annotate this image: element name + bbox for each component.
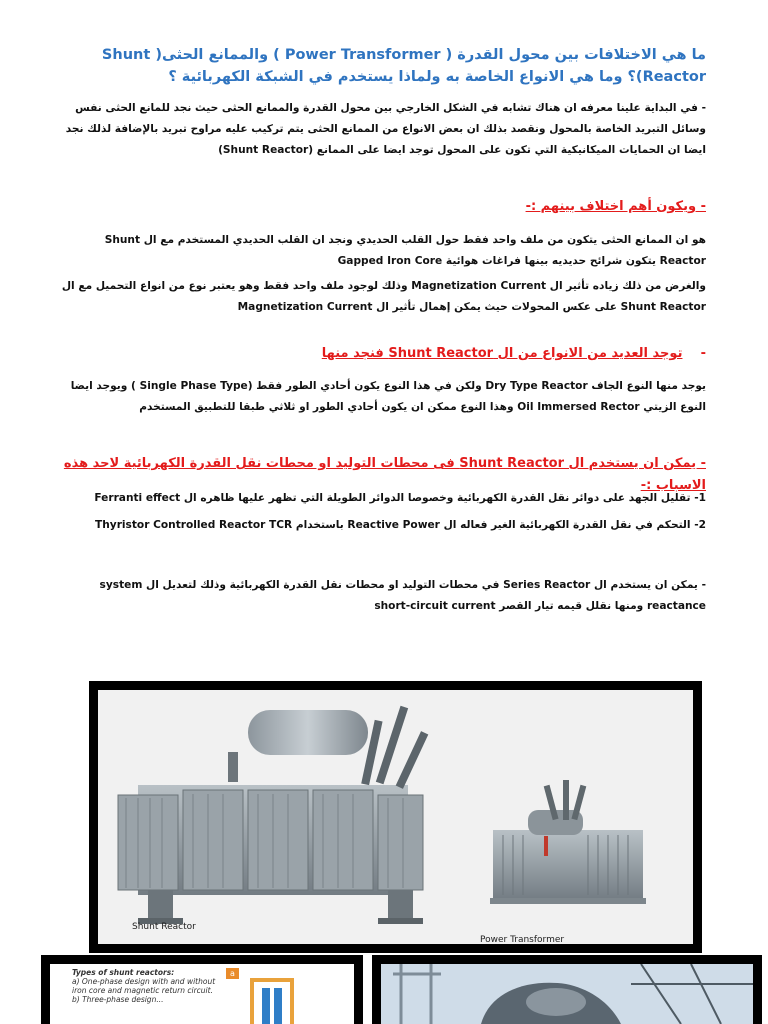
series-reactor-paragraph: - يمكن ان يستخدم ال Series Reactor في محطات التوليد او محطات نقل القدرة الكهربائية وذلك لتعديل ال system reactance ومنها نقلل قيمه تيار القصر short-circuit current xyxy=(99,579,706,612)
reactor-core-diagram xyxy=(250,978,298,1024)
types-heading-bullet: - xyxy=(700,346,706,361)
power-transformer-caption: Power Transformer xyxy=(480,935,565,944)
usage-item-1: 1- تقليل الجهد على دوائر نقل القدرة الكهربائية وخصوصا الدوائر الطويلة التي تظهر عليها ظاهره ال Ferranti effect xyxy=(94,492,706,504)
types-figure-text xyxy=(72,968,222,1004)
types-figure-line-a: a) One-phase design with and without iron core and magnetic return circuit. xyxy=(72,977,216,995)
page-title: ما هي الاختلافات بين محول القدرة ( Power Transformer ) والممانع الحثى( Shunt Reactor)؟ وما هي الانواع الخاصة به ولماذا يستخدم في الشبكة الكهربائية ؟ xyxy=(101,47,706,85)
shunt-reactor-caption: Shunt Reactor xyxy=(132,922,196,932)
types-heading xyxy=(56,343,706,365)
intro-paragraph: - في البداية علينا معرفه ان هناك تشابه في الشكل الخارجي بين محول القدرة والممانع الحثى حيث نجد للمانع الحثى نفس وسائل التبريد الخاصة بالمحول ونقصد بذلك ان بعض الانواع من الممانع الحثى يتم تركيب عليه مراوح تبريد بالإضافة لذلك نجد ايضا ان الحمايات الميكانيكية التي تكون على المحول توجد ايضا على الممانع (Shunt Reactor) xyxy=(65,102,706,156)
usage-heading-text: - يمكن ان يستخدم ال Shunt Reactor فى محطات التوليد او محطات نقل القدرة الكهربائية لاحد هذه الاسباب :- xyxy=(63,456,706,493)
usage-item-2: 2- التحكم في نقل القدرة الكهربائية الغير فعاله ال Reactive Power باستخدام Thyristor Controlled Reactor TCR xyxy=(95,519,706,531)
differences-heading xyxy=(56,196,706,218)
types-paragraph: يوجد منها النوع الجاف Dry Type Reactor ولكن في هذا النوع يكون أحادي الطور فقط (Single Phase Type ) ويوجد ايضا النوع الزيتي Oil Immersed Rector وهذا النوع ممكن ان يكون أحادي الطور او ثلاثي طبقا للتطبيق المستخدم xyxy=(70,380,706,413)
figure-shunt-reactor-types xyxy=(41,955,363,1024)
figure-substation-photo xyxy=(372,955,762,1024)
shunt-reactor-image xyxy=(118,706,428,924)
figure-reactor-transformer xyxy=(89,681,702,953)
types-figure-line-b: b) Three-phase design... xyxy=(72,995,164,1004)
differences-heading-text: - ويكون أهم اختلاف بينهم :- xyxy=(525,199,706,214)
types-figure-tag: a xyxy=(226,968,239,979)
power-transformer-image xyxy=(490,780,646,904)
substation-photo-image xyxy=(381,964,753,1024)
reactor-transformer-illustration xyxy=(98,690,693,944)
differences-paragraph-2: والغرض من ذلك زياده تأثير ال Magnetization Current وذلك لوجود ملف واحد فقط وهو يعتبر نوع من انواع التحميل مع ال Shunt Reactor على عكس المحولات حيث يمكن إهمال تأثير ال Magnetization Current xyxy=(61,280,706,313)
types-figure-title: Types of shunt reactors: xyxy=(72,968,175,977)
types-heading-text: توجد العديد من الانواع من ال Shunt Reactor فنجد منها xyxy=(321,346,683,361)
differences-paragraph-1: هو ان الممانع الحثى يتكون من ملف واحد فقط حول القلب الحديدي ونجد ان القلب الحديدي المستخدم مع ال Shunt Reactor يتكون شرائح حديديه بينها فراغات هوائية Gapped Iron Core xyxy=(104,234,706,267)
